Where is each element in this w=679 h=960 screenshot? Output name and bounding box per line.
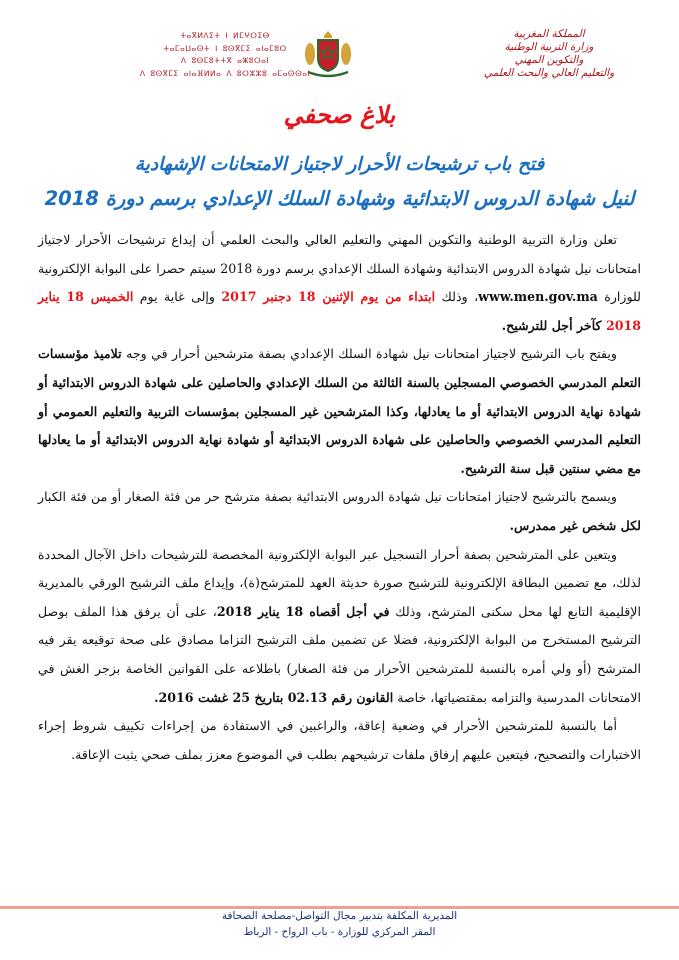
paragraph-5: أما بالنسبة للمترشحين الأحرار في وضعية إعاقة، والراغبين في الاستفادة من إجراءات تكييف شروط إجراء الاختبارات والتصحيح، فيتعين عليهم إرفاق ملفات ترشيحهم بطلب في الموضوع معزز بملف صحي يثبت الإعاقة. [38, 718, 641, 762]
ministry-name-arabic: المملكة المغربية وزارة التربية الوطنية والتكوين المهني والتعليم العالي والبحث العلمي [483, 28, 615, 79]
footer [0, 908, 679, 940]
paragraph-2: ويفتح باب الترشيح لاجتياز امتحانات نيل شهادة السلك الإعدادي بصفة مترشحين أحرار في وجه تلاميذ مؤسسات التعلم المدرسي الخصوصي المسجلين بالسنة الثالثة من السلك الإعدادي والحاصلين على شهادة الدروس الابتدائية أو شهادة نهاية الدروس الابتدائية أو ما يعادلها، وكذا المترشحين غير المسجلين بمؤسسات التربية والتعليم العمومي أو التعليم المدرسي الخصوصي والحاصلين على شهادة الدروس الابتدائية أو شهادة نهاية الدروس الابتدائية أو ما يعادلها مع مضي سنتين قبل سنة الترشيح. [38, 346, 641, 476]
end-date: الخميس 18 يناير 2018 [38, 289, 641, 333]
paragraph-3: ويسمح بالترشيح لاجتياز امتحانات نيل شهادة الدروس الابتدائية بصفة مترشح حر من فئة الصغار أو من فئة الكبار لكل شخص غير ممدرس. [38, 489, 641, 533]
start-date: ابتداء من يوم الإثنين 18 دجنبر 2017 [221, 289, 436, 305]
paragraph-1: تعلن وزارة التربية الوطنية والتكوين المهني والتعليم العالي والبحث العلمي أن إيداع ترشيحات الأحرار لاجتياز امتحانات نيل شهادة الدروس الابتدائية وشهادة السلك الإعدادي برسم دورة 2018 سيتم حصرا على البوابة الإلكترونية للوزارة www.men.gov.ma، وذلك ابتداء من يوم الإثنين 18 دجنبر 2017 وإلى غاية يوم الخميس 18 يناير 2018 كآخر أجل للترشيح. [38, 232, 642, 333]
headline-line-2: لنيل شهادة الدروس الابتدائية وشهادة السلك الإعدادي برسم دورة 2018 [44, 187, 635, 210]
document-body [38, 226, 641, 769]
letterhead [0, 0, 679, 88]
footer-address: المقر المركزي للوزارة - باب الرواح - الرباط [243, 926, 436, 938]
ministry-name-tifinagh: ⵜⴰⴳⵍⴷⵉⵜ ⵏ ⵍⵎⵖⵔⵉⴱ ⵜⴰⵎⴰⵡⴰⵙⵜ ⵏ ⵓⵙⴳⵎⵉ ⴰⵏⴰⵎⵓⵔ ⴷ ⵓⵙⵎⵓⵜⵜⴳ ⴰⵥⵓⵔⴰⵏ ⴷ ⵓⵙⴳⵎⵉ ⴰⵏⴰⴼⵍⵍⴰ ⴷ ⵓⵔⵣⵣⵓ ⴰⵎⴰⵙⵙⴰⵏ [139, 31, 311, 78]
footer-department: المديرية المكلفة بتدبير مجال التواصل-مصلحة الصحافة [221, 910, 458, 922]
paragraph-4: ويتعين على المترشحين بصفة أحرار التسجيل عبر البوابة الإلكترونية المخصصة للترشيحات داخل الآجال المحددة لذلك، مع تضمين البطاقة الإلكترونية للترشيح صورة حديثة العهد للمترشح(ة)، وإيداع ملف الترشيح الورقي بالمديرية الإقليمية التابع لها محل سكنى المترشح، وذلك في أجل أقصاه 18 يناير 2018، على أن يرفق هذا الملف بوصل الترشيح المستخرج من البوابة الإلكترونية، فضلا عن تضمين ملف الترشيح التزاما مصادق على صحة توقيعه يقر فيه المترشح (أو ولي أمره بالنسبة للمترشحين الأحرار من فئة الصغار) باطلاعه على القوانين الخاصة بزجر الغش في الامتحانات المدرسية والتزامه بمقتضياتها، خاصة القانون رقم 02.13 بتاريخ 25 غشت 2016. [38, 546, 641, 705]
website-url: www.men.gov.ma [478, 289, 598, 305]
document-title: بلاغ صحفي [283, 101, 396, 129]
headline-line-1: فتح باب ترشيحات الأحرار لاجتياز الامتحانات الإشهادية [134, 154, 545, 175]
